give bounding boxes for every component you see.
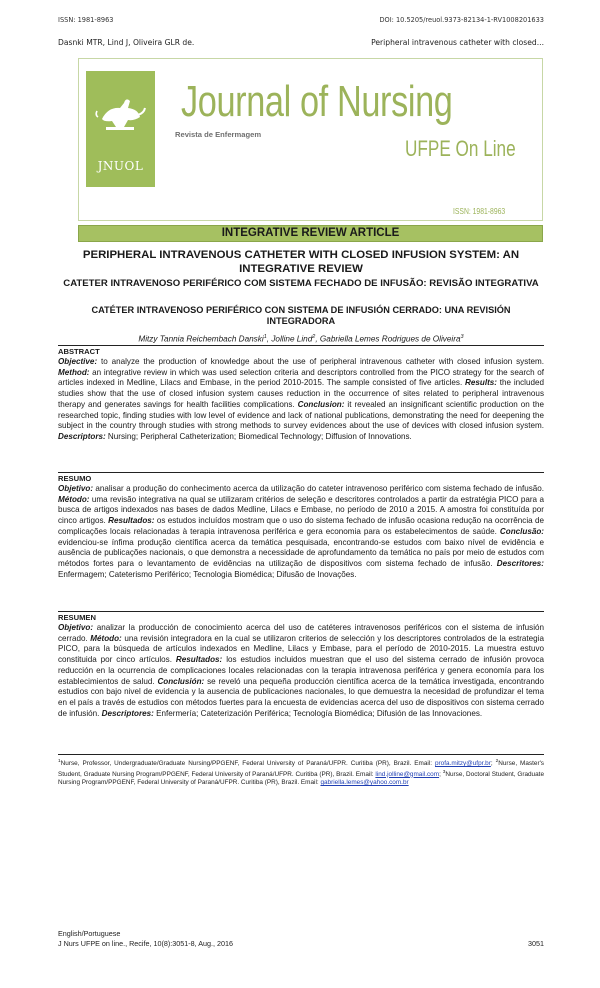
email-link-1[interactable]: profa.mitzy@ufpr.br (435, 760, 491, 768)
descriptors-label: Descriptores: (101, 708, 154, 718)
journal-logo (86, 71, 155, 187)
author-name: Mitzy Tannia Reichembach Danski (138, 334, 264, 344)
running-head-title: Peripheral intravenous catheter with closed... (371, 38, 544, 47)
conclusion-label: Conclusão: (499, 526, 544, 536)
masthead-issn: ISSN: 1981-8963 (453, 207, 506, 216)
title-english: PERIPHERAL INTRAVENOUS CATHETER WITH CLOSED INFUSION SYSTEM: AN INTEGRATIVE REVIEW (82, 249, 520, 275)
results-label: Resultados: (175, 655, 223, 665)
footer-citation: J Nurs UFPE on line., Recife, 10(8):3051-8, Aug., 2016 (58, 938, 233, 948)
method-text: una revisión integradora en la cual se utilizaron criterios de selección y los descriptores controlados de la estrategia PICO, para la búsqueda de artículos indexados en Medline, Lilacs y Embase, para el período de 2010-2015. La muestra estuvo constituida por cinco artículos. (58, 633, 544, 665)
footnote-1: Nurse, Professor, Undergraduate/Graduate Nursing/PPGENF, Federal University of Paraná/UFPR. Curitiba (PR), Brazil. Email: (60, 760, 435, 768)
page-number: 3051 (528, 938, 544, 948)
method-label: Method: (58, 367, 90, 377)
objective-label: Objetivo: (58, 623, 94, 632)
descriptors-label: Descritores: (496, 558, 544, 568)
results-label: Results: (465, 378, 497, 388)
title-spanish: CATÉTER INTRAVENOSO PERIFÉRICO CON SISTEMA DE INFUSIÓN CERRADO: UNA REVISIÓN INTEGRADORA (91, 305, 511, 326)
footnote-mark: 3 (442, 769, 446, 775)
results-label: Resultados: (108, 516, 155, 526)
descriptors-text: Enfermagem; Cateterismo Periférico; Tecnologia Biomédica; Difusão de Inovações. (58, 569, 357, 579)
abstract-english (58, 345, 544, 443)
objective-label: Objetivo: (58, 484, 94, 493)
descriptors-text: Nursing; Peripheral Catheterization; Biomedical Technology; Diffusion of Innovations. (105, 431, 412, 441)
conclusion-text: se reveló una pequeña producción científica acerca de la temática investigada, encontrando estudios con bajo nivel de evidencia y la ausencia de publicaciones nacionales, lo que demuestra la necesidad de profundizar el tema en el país a través de estudios con métodos fuertes para la encuesta de evidencias acerca del uso de dispositivos con sistema cerrado de infusión. (58, 676, 544, 718)
email-link-3[interactable]: gabriella.lemes@yahoo.com.br (320, 779, 409, 787)
running-head (58, 38, 544, 48)
conclusion-label: Conclusión: (157, 676, 205, 686)
footnote-mark: 1 (58, 759, 61, 764)
method-label: Método: (90, 633, 122, 643)
method-text: an integrative review in which was used selection criteria and descriptors controlled from the PICO strategy for the search of articles indexed in Medline, Lilacs and Embase, in the period 2010-2015. The sample consisted of five articles. (58, 367, 544, 388)
logo-label: JNUOL (97, 159, 144, 173)
objective-text: analizar la producción de conocimiento acerca del uso de catéteres intravenosos periféricos con el sistema de infusión cerrado. (58, 623, 544, 643)
journal-subtitle: Revista de Enfermagem (175, 130, 262, 139)
journal-institution: UFPE On Line (405, 136, 516, 161)
top-metadata (58, 16, 544, 26)
conclusion-label: Conclusion: (297, 399, 345, 409)
author-footnotes: $^1$Nurse, Professor, Undergraduate/Graduate Nursing/PPGENF, Federal University of Paraná/UFPR. Curitiba (PR), Brazil. Email: profa.mitzy@ufpr.br; $^2$Nurse, Master's Student, Graduate Nursing Program/PPGENF, Federal University of Paraná/UFPR. Curitiba (PR), Brazil. Email: lind.jolline@gmail.com; $^3$Nurse, Doctoral Student, Graduate Nursing Program/PPGENF, Federal University of Paraná/UFPR. Curitiba (PR), Brazil. Email: gabriella.lemes@yahoo.com.br (58, 754, 544, 788)
author-affiliation-mark: 1 (263, 334, 267, 340)
abstract-body (58, 623, 544, 719)
conclusion-text: it revealed an insignificant scientific production on the researched topic, finding studies with low level of evidence and lack of national publications, demonstrating the need for deepening the subject in the country through studies with strong methods to survey evidences about the use of devices with closed infusion system. (58, 399, 545, 431)
author-name: Jolline Lind (271, 334, 313, 344)
abstract-heading: RESUMEN (58, 613, 96, 622)
method-text: uma revisão integrativa na qual se utilizaram critérios de seleção e descritores controlados a partir da estratégia PICO para a busca de artigos indexados nas bases de dados Medline, Lilacs e Embase, no período de 2010 a 2015. A amostra foi constituída por cinco artigos. (58, 494, 544, 526)
running-head-authors: Dasnki MTR, Lind J, Oliveira GLR de. (58, 38, 195, 47)
descriptors-label: Descriptors: (58, 431, 106, 441)
author-affiliation-mark: 2 (312, 334, 316, 340)
article-type-bar: INTEGRATIVE REVIEW ARTICLE (78, 225, 543, 242)
objective-text: to analyze the production of knowledge about the use of peripheral intravenous catheter with closed infusion system. (97, 357, 544, 366)
abstract-body (58, 484, 544, 580)
page-footer (58, 929, 544, 948)
abstract-heading: RESUMO (58, 474, 92, 483)
objective-label: Objective: (58, 357, 98, 366)
doi-text: DOI: 10.5205/reuol.9373-82134-1-RV1008201633 (379, 16, 544, 24)
lamp-icon (94, 93, 147, 145)
abstract-spanish (58, 611, 544, 719)
method-label: Método: (58, 494, 90, 504)
objective-text: analisar a produção do conhecimento acerca da utilização do cateter intravenoso periférico com sistema fechado de infusão. (93, 484, 544, 493)
journal-masthead (78, 58, 543, 221)
conclusion-text: evidenciou-se ínfima produção científica acerca da temática pesquisada, encontrando-se estudos com baixo nível de evidência e ausência de publicações nacionais, o que demonstra a necessidade de aprofundamento da temática no país por meio de estudos com métodos fortes para o levantamento de evidências na utilização de dispositivos com sistema fechado de infusão. (58, 537, 544, 568)
email-link-2[interactable]: lind.jolline@gmail.com (375, 770, 440, 778)
results-text: the included studies show that the use of closed infusion system causes reduction in the occurrence of sites related to peripheral intravenous therapy and generates savings for health facilities complications. (58, 378, 544, 409)
results-text: los estudios incluidos muestran que el uso del sistema cerrado de infusión provoca reducción en la ocurrencia de complicaciones locales relacionadas con la terapia intravenosa periférica y genera economía para los establecimientos de salud. (58, 655, 544, 686)
issn-text: ISSN: 1981-8963 (58, 16, 114, 24)
footnote-3: Nurse, Doctoral Student, Graduate Nursing Program/PPGENF, Federal University of Paraná/UFPR. Curitiba (PR), Brazil. Email: (58, 770, 544, 787)
footnote-2: Nurse, Master's Student, Graduate Nursing Program/PPGENF, Federal University of Paraná/UFPR. Curitiba (PR), Brazil. Email: (58, 760, 544, 778)
footer-languages: English/Portuguese (58, 929, 121, 938)
journal-title: Journal of Nursing (181, 77, 453, 126)
title-portuguese: CATETER INTRAVENOSO PERIFÉRICO COM SISTEMA FECHADO DE INFUSÃO: REVISÃO INTEGRATIVA (63, 278, 539, 289)
abstract-body (58, 357, 544, 443)
author-list: Mitzy Tannia Reichembach Danski$^1$, Jolline Lind$^2$, Gabriella Lemes Rodrigues de Oliveira$^3$ (138, 334, 464, 344)
abstract-heading: ABSTRACT (58, 347, 100, 356)
results-text: os estudos incluídos mostram que o uso do sistema fechado de infusão ocasiona redução na ocorrência de complicações locais relacionadas à terapia intravenosa periférica e gera economia para os estabelecimentos de saúde. (58, 516, 544, 536)
author-name: Gabriella Lemes Rodrigues de Oliveira (319, 334, 461, 344)
footnote-mark: 2 (495, 759, 499, 764)
descriptors-text: Enfermería; Cateterización Periférica; Tecnología Biomédica; Difusión de las Innovaciones. (153, 708, 483, 718)
author-affiliation-mark: 3 (460, 334, 464, 340)
abstract-portuguese (58, 472, 544, 580)
